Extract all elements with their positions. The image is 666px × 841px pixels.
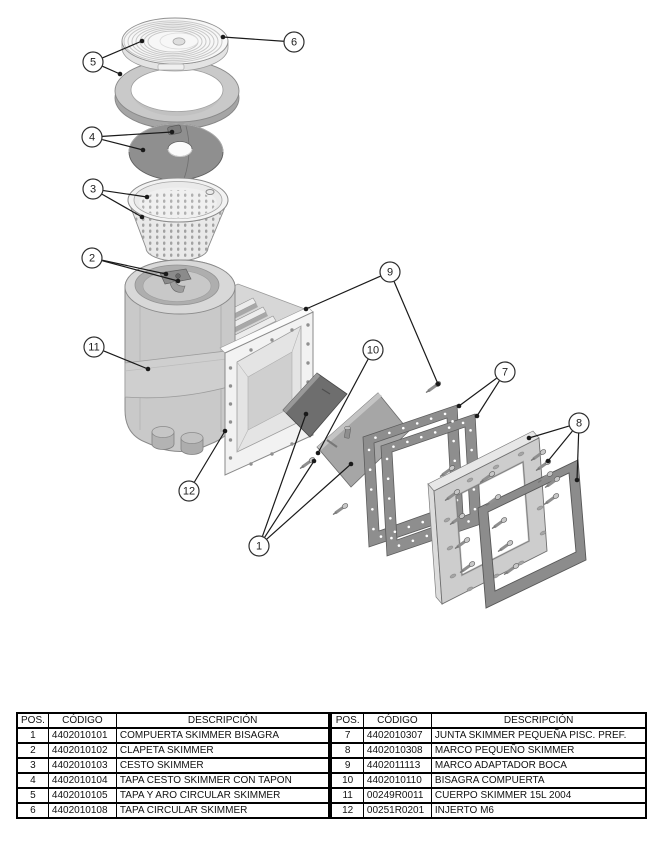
pos-cell: 4 (17, 773, 48, 788)
table-row (331, 743, 646, 758)
leader-dot (457, 404, 462, 409)
gasket-hole (470, 449, 473, 452)
gasket-hole (434, 431, 437, 434)
gasket-hole (416, 422, 419, 425)
pos-cell: 7 (331, 728, 363, 743)
gasket-hole (398, 544, 401, 547)
gasket-hole (402, 427, 405, 430)
gasket-hole (368, 449, 371, 452)
descripcion-cell: CUERPO SKIMMER 15L 2004 (431, 788, 646, 803)
screw (334, 503, 349, 515)
codigo-cell: 4402010105 (48, 788, 116, 803)
leader-dot (140, 215, 145, 220)
gasket-hole (387, 477, 390, 480)
codigo-cell: 4402010103 (48, 758, 116, 773)
leader-dot (118, 72, 123, 77)
gasket-hole (452, 440, 455, 443)
table-row (331, 803, 646, 818)
gasket-hole (386, 458, 389, 461)
codigo-cell: 4402010307 (363, 728, 431, 743)
part-basket (128, 178, 228, 261)
callout-number: 5 (89, 56, 97, 69)
pos-cell: 12 (331, 803, 363, 818)
table-row (331, 758, 646, 773)
descripcion-cell: MARCO ADAPTADOR BOCA (431, 758, 646, 773)
codigo-cell: 4402011113 (363, 758, 431, 773)
callout-number: 1 (255, 540, 263, 553)
gasket-hole (425, 535, 428, 538)
pos-cell: 3 (17, 758, 48, 773)
callout-number: 2 (88, 252, 96, 265)
leader-line (223, 37, 284, 41)
leader-dot (176, 279, 181, 284)
parts-table-left (16, 712, 330, 819)
descripcion-cell: TAPA CIRCULAR SKIMMER (116, 803, 329, 818)
table-row (17, 758, 329, 773)
pos-cell: 9 (331, 758, 363, 773)
screw (545, 493, 560, 505)
table-row (17, 773, 329, 788)
table-row (17, 743, 329, 758)
leader-dot (145, 195, 150, 200)
table-row (331, 773, 646, 788)
leader-dot (527, 436, 532, 441)
pos-cell: 11 (331, 788, 363, 803)
leader-dot (141, 148, 146, 153)
leader-dot (349, 462, 354, 467)
gasket-hole (388, 497, 391, 500)
parts-table-right (330, 712, 647, 819)
pos-cell: 5 (17, 788, 48, 803)
col-header-descripcion: DESCRIPCIÓN (431, 713, 646, 728)
callout-number: 10 (366, 344, 380, 357)
pos-cell: 8 (331, 743, 363, 758)
leader-line (265, 461, 314, 537)
gasket-hole (388, 432, 391, 435)
leader-dot (546, 459, 551, 464)
gasket-hole (430, 417, 433, 420)
col-header-pos: POS. (17, 713, 48, 728)
descripcion-cell: TAPA CESTO SKIMMER CON TAPON (116, 773, 329, 788)
descripcion-cell: INJERTO M6 (431, 803, 646, 818)
gasket-hole (467, 520, 470, 523)
leader-dot (221, 35, 226, 40)
descripcion-cell: BISAGRA COMPUERTA (431, 773, 646, 788)
table-row (17, 728, 329, 743)
gasket-hole (448, 426, 451, 429)
leader-dot (304, 307, 309, 312)
leader-dot (164, 272, 169, 277)
gasket-hole (407, 526, 410, 529)
gasket-hole (374, 436, 377, 439)
gasket-hole (444, 413, 447, 416)
gasket-hole (390, 537, 393, 540)
pos-cell: 10 (331, 773, 363, 788)
gasket-hole (371, 508, 374, 511)
leader-line (459, 378, 497, 406)
callout-9 (304, 262, 441, 386)
col-header-descripcion: DESCRIPCIÓN (116, 713, 329, 728)
table-row (17, 803, 329, 818)
codigo-cell: 00251R0201 (363, 803, 431, 818)
gasket-hole (369, 468, 372, 471)
callout-number: 9 (386, 266, 394, 279)
table-row (331, 788, 646, 803)
gasket-hole (474, 508, 477, 511)
callout-number: 8 (575, 417, 583, 430)
gasket-hole (370, 488, 373, 491)
codigo-cell: 4402010104 (48, 773, 116, 788)
pos-cell: 2 (17, 743, 48, 758)
leader-line (267, 464, 351, 539)
gasket-hole (412, 539, 415, 542)
codigo-cell: 4402010308 (363, 743, 431, 758)
codigo-cell: 4402010108 (48, 803, 116, 818)
callout-7 (457, 362, 515, 418)
gasket-hole (406, 441, 409, 444)
leader-line (529, 426, 569, 438)
leader-dot (223, 429, 228, 434)
gasket-hole (451, 420, 454, 423)
parts-tables (16, 712, 652, 819)
descripcion-cell: TAPA Y ARO CIRCULAR SKIMMER (116, 788, 329, 803)
codigo-cell: 4402010101 (48, 728, 116, 743)
leader-dot (475, 414, 480, 419)
gasket-hole (420, 436, 423, 439)
descripcion-cell: COMPUERTA SKIMMER BISAGRA (116, 728, 329, 743)
leader-line (103, 66, 120, 74)
leader-dot (436, 382, 441, 387)
col-header-pos: POS. (331, 713, 363, 728)
leader-line (394, 282, 438, 384)
callout-number: 11 (88, 341, 100, 354)
gasket-hole (473, 488, 476, 491)
leader-dot (146, 367, 151, 372)
screw (493, 517, 508, 529)
gasket-hole (394, 530, 397, 533)
leader-dot (575, 478, 580, 483)
gasket-hole (389, 517, 392, 520)
leader-dot (170, 130, 175, 135)
pos-cell: 6 (17, 803, 48, 818)
col-header-codigo: CÓDIGO (363, 713, 431, 728)
descripcion-cell: CLAPETA SKIMMER (116, 743, 329, 758)
part-skimmer-body (125, 260, 235, 455)
descripcion-cell: CESTO SKIMMER (116, 758, 329, 773)
part-lid-circular (122, 18, 228, 71)
gasket-hole (462, 422, 465, 425)
leader-line (477, 381, 499, 416)
codigo-cell: 00249R0011 (363, 788, 431, 803)
leader-line (306, 276, 380, 309)
leader-dot (316, 451, 321, 456)
descripcion-cell: JUNTA SKIMMER PEQUEÑA PISC. PREF. (431, 728, 646, 743)
col-header-codigo: CÓDIGO (48, 713, 116, 728)
gasket-hole (421, 521, 424, 524)
callout-number: 12 (182, 485, 196, 498)
leader-dot (312, 459, 317, 464)
pos-cell: 1 (17, 728, 48, 743)
codigo-cell: 4402010102 (48, 743, 116, 758)
table-row (17, 788, 329, 803)
leader-dot (304, 412, 309, 417)
gasket-hole (469, 429, 472, 432)
gasket-hole (453, 459, 456, 462)
callout-number: 3 (89, 183, 97, 196)
callout-number: 7 (501, 366, 509, 379)
callout-number: 4 (88, 131, 96, 144)
table-row (331, 728, 646, 743)
gasket-hole (380, 535, 383, 538)
codigo-cell: 4402010110 (363, 773, 431, 788)
leader-line (548, 431, 572, 461)
callout-6 (221, 32, 304, 52)
leader-dot (140, 39, 145, 44)
gasket-hole (392, 445, 395, 448)
callout-number: 6 (290, 36, 298, 49)
descripcion-cell: MARCO PEQUEÑO SKIMMER (431, 743, 646, 758)
gasket-hole (372, 528, 375, 531)
